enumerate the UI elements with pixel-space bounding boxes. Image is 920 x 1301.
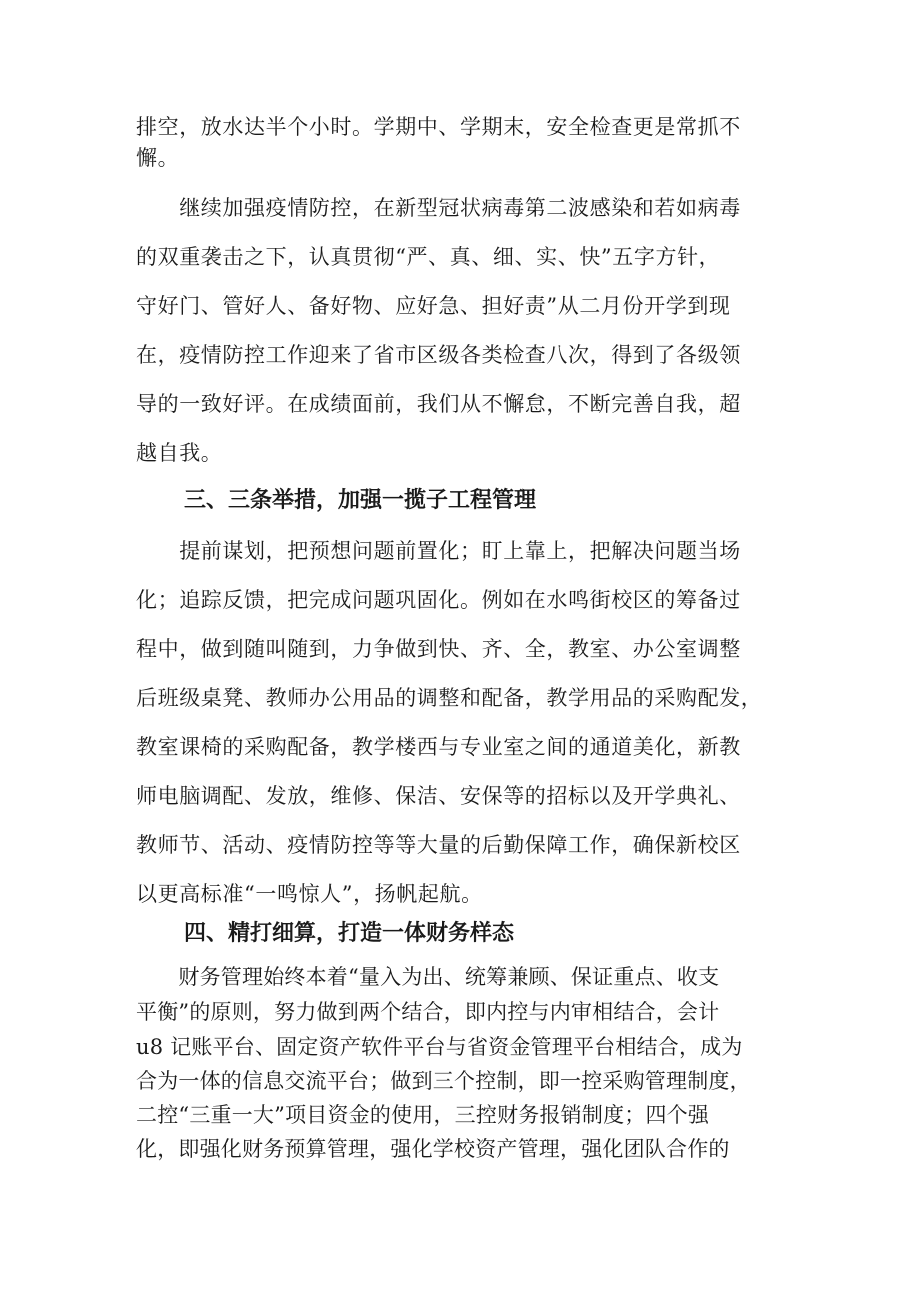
section-heading: 四、精打细算，打造一体财务样态	[184, 921, 515, 946]
section-heading: 三、三条举措，加强一揽子工程管理	[184, 488, 537, 513]
paragraph-line: 师电脑调配、发放，维修、保洁、安保等的招标以及开学典礼、	[136, 784, 741, 808]
paragraph-line: 教室课椅的采购配备，教学楼西与专业室之间的通道美化，新教	[136, 735, 741, 759]
paragraph-line: 提前谋划，把预想问题前置化；盯上靠上，把解决问题当场	[136, 539, 741, 563]
paragraph-line: 化；追踪反馈，把完成问题巩固化。例如在水鸣街校区的筹备过	[136, 588, 741, 612]
paragraph-line: 平衡”的原则，努力做到两个结合，即内控与内审相结合，会计	[136, 1000, 720, 1024]
paragraph-line: 排空，放水达半个小时。学期中、学期末，安全检查更是常抓不	[136, 115, 741, 139]
paragraph-line: 财务管理始终本着“量入为出、统筹兼顾、保证重点、收支	[136, 965, 720, 989]
paragraph-line: 教师节、活动、疫情防控等等大量的后勤保障工作，确保新校区	[136, 833, 741, 857]
paragraph-line: 二控“三重一大”项目资金的使用，三控财务报销制度；四个强	[136, 1103, 710, 1127]
paragraph-line: 合为一体的信息交流平台；做到三个控制，即一控采购管理制度，	[136, 1069, 751, 1093]
paragraph-line: 懈。	[136, 146, 180, 170]
paragraph-line: 后班级桌凳、教师办公用品的调整和配备，教学用品的采购配发，	[136, 686, 763, 710]
paragraph-line: 守好门、管好人、备好物、应好急、担好责”从二月份开学到现	[136, 294, 731, 318]
paragraph-line: 以更高标准“一鸣惊人”，扬帆起航。	[136, 882, 483, 906]
paragraph-line: 继续加强疫情防控，在新型冠状病毒第二波感染和若如病毒	[136, 196, 741, 220]
paragraph-line: 化，即强化财务预算管理，强化学校资产管理，强化团队合作的	[136, 1137, 730, 1161]
paragraph-line: 导的一致好评。在成绩面前，我们从不懈怠，不断完善自我，超	[136, 392, 741, 416]
paragraph-line: u8 记账平台、固定资产软件平台与省资金管理平台相结合，成为	[136, 1035, 743, 1059]
paragraph-line: 的双重袭击之下，认真贯彻“严、真、细、实、快”五字方针，	[136, 245, 721, 269]
paragraph-line: 程中，做到随叫随到，力争做到快、齐、全，教室、办公室调整	[136, 637, 741, 661]
paragraph-line: 越自我。	[136, 441, 223, 465]
paragraph-line: 在，疫情防控工作迎来了省市区级各类检查八次，得到了各级领	[136, 343, 741, 367]
